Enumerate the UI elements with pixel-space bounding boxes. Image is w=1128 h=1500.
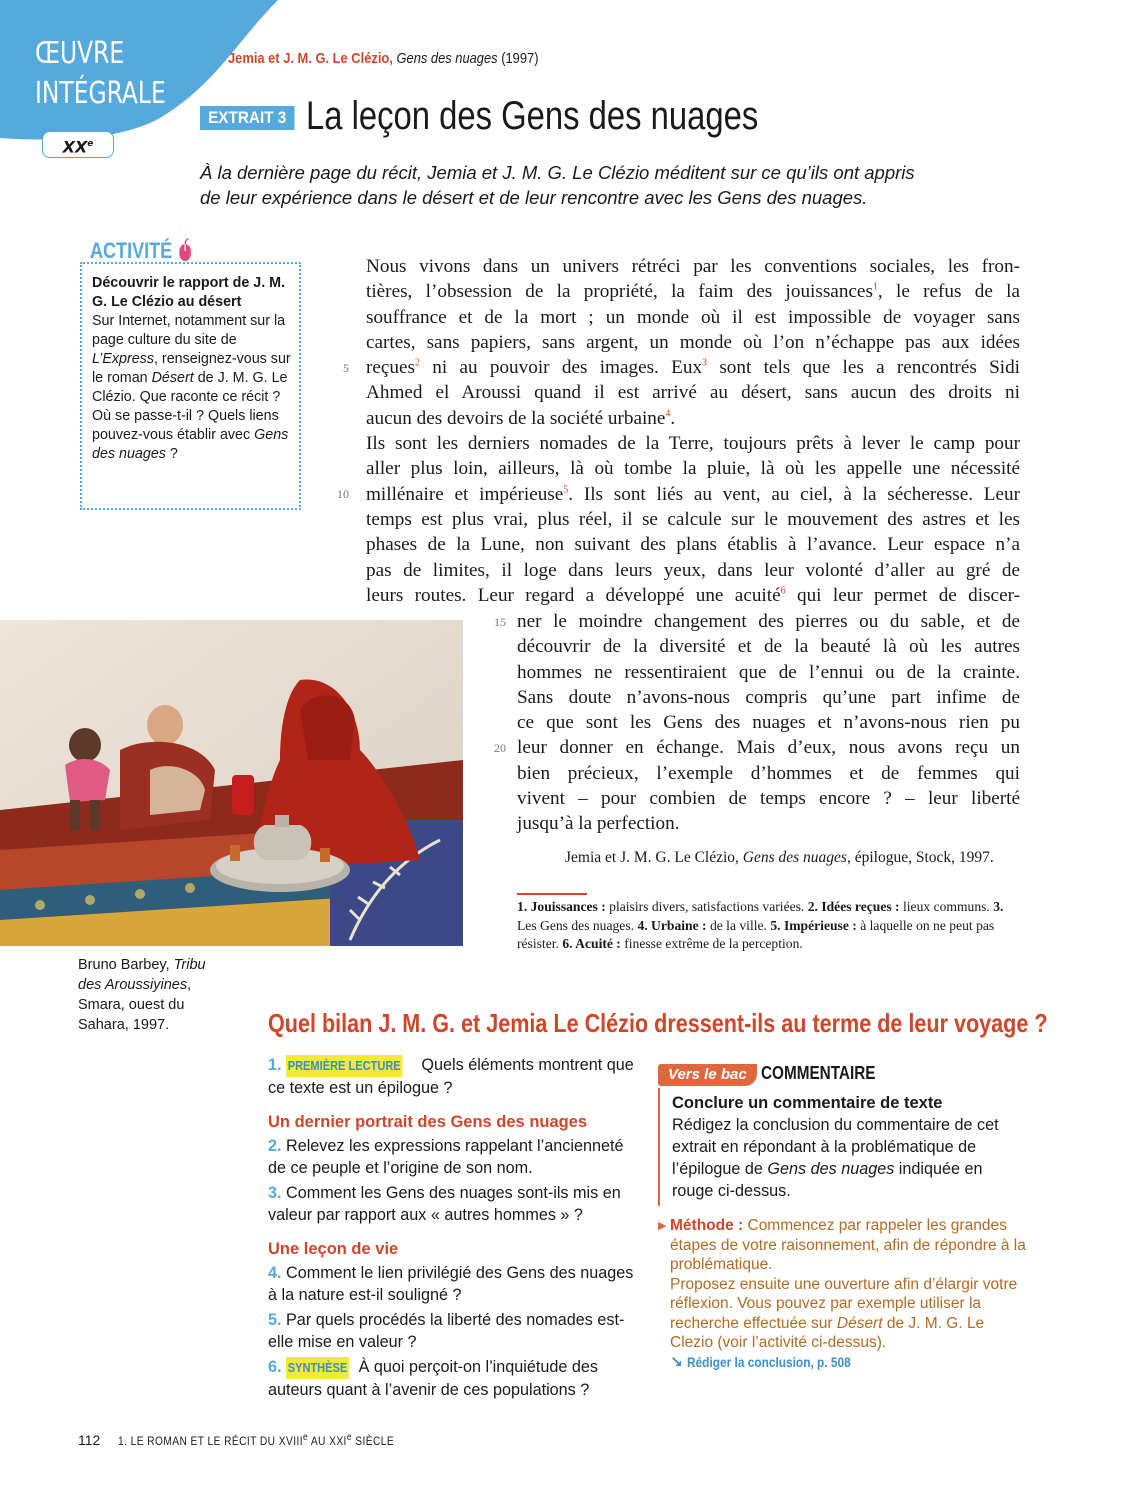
text-line: découvrir de la diversité et de la beauté là où les autres bbox=[517, 636, 1020, 658]
line-number: 10 bbox=[337, 487, 349, 501]
page-title: La leçon des Gens des nuages bbox=[306, 94, 759, 138]
page-footer bbox=[78, 1432, 443, 1448]
text-line: bien précieux, l’exemple d’hommes et de femmes qui bbox=[517, 762, 1020, 784]
main-text-bottom bbox=[517, 609, 1020, 837]
century-badge: XXe bbox=[42, 131, 114, 158]
questions-column bbox=[268, 1054, 640, 1404]
intro-text: À la dernière page du récit, Jemia et J. M. G. Le Clézio méditent sur ce qu’ils ont appris de leur expérience dans le désert et de leur rencontre avec les Gens des nuages. bbox=[200, 162, 915, 208]
question-1: 1. PREMIÈRE LECTURE Quels éléments montrent que ce texte est un épilogue ? bbox=[268, 1056, 634, 1097]
synthesis-tag: SYNTHÈSE bbox=[286, 1357, 349, 1379]
text-line: temps est plus vrai, plus réel, il se calcule sur le mouvement des astres et les bbox=[366, 508, 1020, 530]
activity-box: Découvrir le rapport de J. M. G. Le Clézio au désert Sur Internet, notamment sur la page culture du site de L’Express, renseignez-vous sur le roman Désert de J. M. G. Le Clézio. Que raconte ce récit ? Où se passe-t-il ? Quels liens pouvez-vous établir avec Gens des nuages ? bbox=[80, 262, 301, 510]
text-line: ce que sont les Gens des nuages et n’avons-nous rien pu bbox=[517, 712, 1020, 734]
nomad-family-photo bbox=[0, 620, 463, 946]
text-line: aucun des devoirs de la société urbaine$^4$. bbox=[366, 407, 676, 429]
question-5: 5. Par quels procédés la liberté des nomades est-elle mise en valeur ? bbox=[268, 1311, 625, 1351]
text-line: leur donner en échange. Mais d’eux, nous avons reçu un bbox=[517, 737, 1020, 759]
line-number: 5 bbox=[343, 361, 349, 375]
text-line: Ahmed el Aroussi quand il est arrivé au désert, sans aucun des droits ni bbox=[366, 382, 1020, 404]
activity-title: Découvrir le rapport de J. M. G. Le Clézio au désert bbox=[92, 275, 286, 310]
text-line: souffrance et de la mort ; un monde où il est impossible de voyager sans bbox=[366, 306, 1020, 328]
method-link[interactable]: Rédiger la conclusion, p. 508 bbox=[687, 1354, 852, 1370]
bac-body: Conclure un commentaire de texte Rédigez la conclusion du commentaire de cet extrait en répondant à la problématique de l’épilogue de Gens des nuages indiquée en rouge ci-dessus. bbox=[658, 1088, 1028, 1206]
text-line: Ils sont les derniers nomades de la Terre, toujours prêts à lever le camp pour bbox=[366, 433, 1020, 455]
commentaire-label: COMMENTAIRE bbox=[761, 1063, 876, 1083]
question-6: 6. SYNTHÈSE À quoi perçoit-on l’inquiétude des auteurs quant à l’avenir de ces populations ? bbox=[268, 1358, 598, 1399]
main-text-top bbox=[366, 254, 1020, 608]
footnote-rule bbox=[517, 893, 587, 895]
triangle-icon: ▶ bbox=[658, 1220, 667, 1232]
question-3: 3. Comment les Gens des nuages sont-ils mis en valeur par rapport aux « autres hommes » ? bbox=[268, 1184, 621, 1224]
line-number: 20 bbox=[494, 741, 506, 755]
mouse-icon bbox=[179, 238, 192, 262]
activity-heading: ACTIVITÉ bbox=[90, 238, 192, 264]
page-number: 112 bbox=[78, 1432, 101, 1448]
text-line: reçues$^2$ ni au pouvoir des images. Eux$^3$ sont tels que les a rencontrés Sidi bbox=[366, 357, 1021, 379]
text-line: Nous vivons dans un univers rétréci par les conventions sociales, les fron- bbox=[366, 256, 1020, 277]
chapter-title: 1. LE ROMAN ET LE RÉCIT DU XVIIIe AU XXIe SIÈCLE bbox=[118, 1432, 395, 1448]
text-line: phases de la Lune, non suivant des plans établis à l’avance. Leur espace n’a bbox=[366, 534, 1020, 556]
photo-caption: Bruno Barbey, Tribu des Aroussiyines, Smara, ouest du Sahara, 1997. bbox=[78, 957, 206, 1033]
text-line: leurs routes. Leur regard a développé une acuité$^6$ qui leur permet de discer- bbox=[366, 584, 1020, 606]
method-block: ▶ Méthode : Commencez par rappeler les grandes étapes de votre raisonnement, afin de répondre à la problématique. Proposez ensuite une ouverture afin d’élargir votre réflexion. Vous pouvez par exemple utiliser la recherche effectuée sur Désert de J. M. G. Le Clezio (voir l’activité ci-dessus). ↘ Rédiger la conclusion, p. 508 bbox=[658, 1217, 1026, 1371]
text-line: tières, l’obsession de la propriété, la faim des jouissances$^1$, le refus de la bbox=[366, 281, 1020, 303]
footnotes: 1. Jouissances : plaisirs divers, satisfactions variées. 2. Idées reçues : lieux communs. 3. Les Gens des nuages. 4. Urbaine : de la ville. 5. Impérieuse : à laquelle on ne peut pas résister. 6. Acuité : finesse extrême de la perception. bbox=[517, 899, 1004, 951]
text-line: millénaire et impérieuse$^5$. Ils sont liés au vent, au ciel, à la sécheresse. Leur bbox=[366, 483, 1020, 505]
text-line: cartes, sans papiers, sans argent, un monde où l’on n’échappe pas aux idées bbox=[366, 331, 1020, 353]
vers-le-bac-pill: Vers le bac bbox=[658, 1064, 757, 1086]
oeuvre-integrale-label: ŒUVRE INTÉGRALE bbox=[35, 36, 166, 111]
line-number: 15 bbox=[494, 615, 506, 629]
question-2: 2. Relevez les expressions rappelant l’ancienneté de ce peuple et l’origine de son nom. bbox=[268, 1137, 624, 1177]
text-line: pas de limites, il loge dans leurs yeux, dans leur volonté d’aller au gré de bbox=[366, 559, 1020, 581]
arrow-down-right-icon: ↘ bbox=[670, 1353, 683, 1371]
section-heading: Un dernier portrait des Gens des nuages bbox=[268, 1113, 588, 1131]
text-line: ner le moindre changement des pierres ou du sable, et de bbox=[517, 611, 1020, 632]
bac-box bbox=[658, 1062, 1028, 1372]
questions-heading: Quel bilan J. M. G. et Jemia Le Clézio dressent-ils au terme de leur voyage ? bbox=[268, 1008, 1048, 1038]
question-4: 4. Comment le lien privilégié des Gens des nuages à la nature est-il souligné ? bbox=[268, 1264, 634, 1304]
text-line: aller plus loin, ailleurs, là où tombe la pluie, là où les appelle une nécessité bbox=[366, 458, 1020, 480]
text-line: vivent – pour combien de temps encore ? – leur liberté bbox=[517, 788, 1020, 810]
text-line: Sans doute n’avons-nous compris qu’une part infime de bbox=[517, 686, 1020, 708]
bac-title: Conclure un commentaire de texte bbox=[672, 1094, 943, 1112]
text-line: jusqu’à la perfection. bbox=[517, 813, 680, 835]
text-line: hommes ne ressentiraient que de l’ennui ou de la crainte. bbox=[517, 661, 1020, 683]
section-heading: Une leçon de vie bbox=[268, 1240, 399, 1258]
work-reference: Jemia et J. M. G. Le Clézio, Gens des nuages (1997) bbox=[228, 50, 539, 67]
first-reading-tag: PREMIÈRE LECTURE bbox=[286, 1055, 402, 1077]
extract-label: EXTRAIT 3 bbox=[200, 106, 294, 130]
source-credit: Jemia et J. M. G. Le Clézio, Gens des nuages, épilogue, Stock, 1997. bbox=[565, 849, 994, 866]
